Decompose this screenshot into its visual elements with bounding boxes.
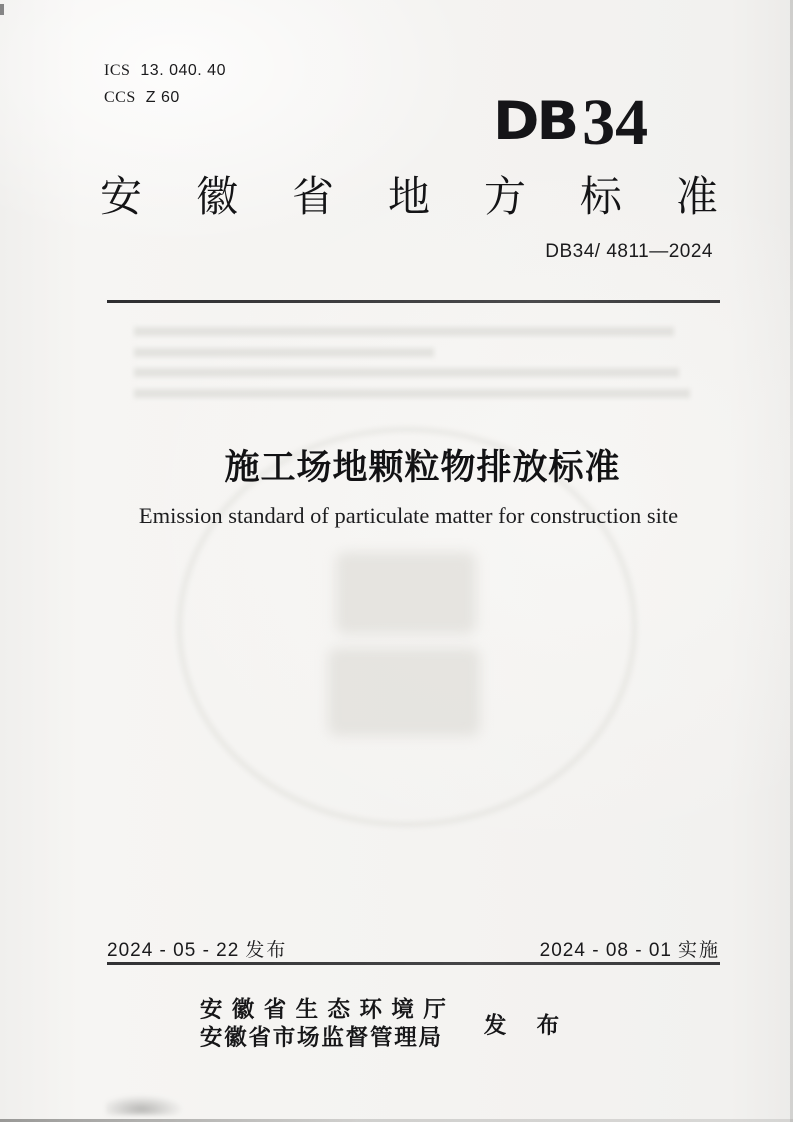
db-logo-region-code: 34 <box>582 86 649 159</box>
ics-value: 13. 040. 40 <box>140 62 226 79</box>
scan-smudge <box>106 1095 184 1115</box>
heading-char: 方 <box>483 173 526 220</box>
issue-label: 发 布 <box>483 1013 572 1038</box>
ccs-value: Z 60 <box>145 89 180 106</box>
issuer-line-2: 安徽省市场监督管理局 <box>199 1025 443 1050</box>
implement-date-label: 实施 <box>677 940 720 961</box>
bleed-through-text <box>134 368 679 377</box>
issuer-char: 环 <box>359 997 382 1022</box>
heading-char: 地 <box>387 173 430 220</box>
heading-char: 标 <box>579 173 622 220</box>
publish-date <box>107 935 287 962</box>
bleed-through-text <box>134 348 434 357</box>
db34-logo <box>493 86 649 159</box>
implement-date <box>540 935 720 962</box>
date-row <box>107 935 720 962</box>
issuer-char: 徽 <box>231 997 255 1022</box>
document-title-en: Emission standard of particulate matter for construction site <box>138 503 679 528</box>
publish-date-value: 2024 - 05 - 22 <box>107 940 240 961</box>
heading-char: 安 <box>100 173 143 220</box>
publish-date-label: 发布 <box>245 940 288 961</box>
bleed-through-text <box>134 327 674 336</box>
issuer-char: 生 <box>295 997 319 1022</box>
document-title-cn: 施工场地颗粒物排放标准 <box>224 448 621 487</box>
issuer-char: 省 <box>263 997 287 1022</box>
header-rule <box>107 300 720 303</box>
heading-char: 徽 <box>195 173 238 220</box>
footer-rule <box>107 962 720 965</box>
heading-char: 省 <box>291 173 334 220</box>
issuer-names <box>200 996 446 1052</box>
bleed-through-text <box>134 389 690 398</box>
standard-type-heading <box>100 174 718 220</box>
ics-label: ICS <box>104 62 131 79</box>
bleed-through-logo <box>336 552 476 634</box>
issuer-char: 境 <box>391 997 414 1022</box>
issuer-block <box>79 996 692 1052</box>
standard-number: DB34/ 4811—2024 <box>545 241 713 262</box>
issuer-char: 厅 <box>423 997 446 1022</box>
heading-char: 准 <box>675 173 718 220</box>
ics-code <box>104 57 226 84</box>
db-logo-letters: DB <box>493 91 577 153</box>
classification-codes <box>104 57 226 111</box>
issuer-char: 态 <box>327 997 351 1022</box>
ccs-label: CCS <box>104 89 136 106</box>
issuer-line-1 <box>200 996 446 1024</box>
issuer-char: 安 <box>199 997 223 1022</box>
ccs-code <box>104 84 226 111</box>
scan-corner-mark <box>0 4 4 15</box>
bleed-through-logo <box>328 648 480 736</box>
implement-date-value: 2024 - 08 - 01 <box>539 940 672 961</box>
